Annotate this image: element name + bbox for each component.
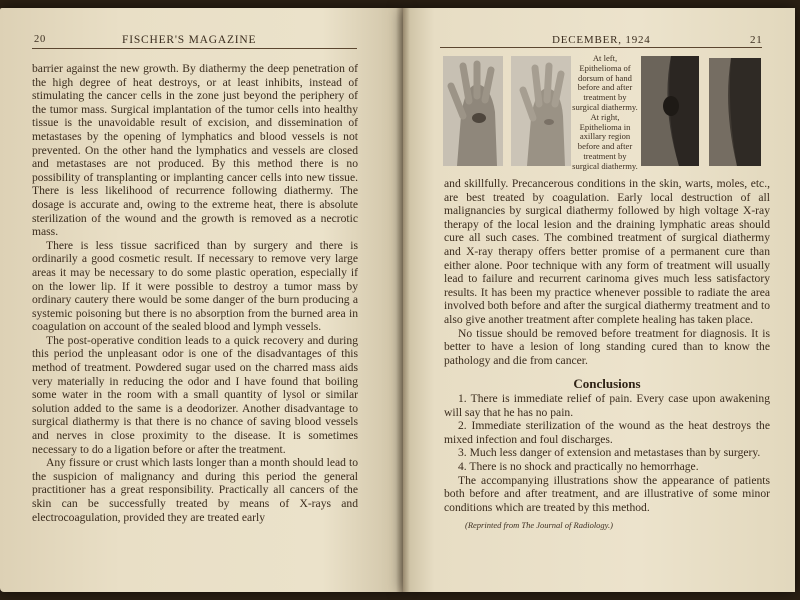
left-paragraph: Any fissure or crust which lasts longer than a month should lead to the suspicion of malignancy and during this period the general practitioner has a great responsibility. Practically all cancers of the skin can be successfully treated by means of X-rays and electrocoagulation, provided they are treated early <box>32 456 358 524</box>
conclusion-item: 4. There is no shock and practically no hemorrhage. <box>458 459 699 473</box>
conclusions-list <box>444 392 770 514</box>
hand-after-photo <box>511 56 571 166</box>
axilla-after-photo <box>709 58 761 166</box>
right-page-number: 21 <box>750 34 763 46</box>
conclusion-item: 1. There is immediate relief of pain. Every case upon awakening will say that he has no pain. <box>444 392 770 419</box>
right-running-head: DECEMBER, 1924 <box>552 34 651 46</box>
hand-before-photo <box>443 56 503 166</box>
conclusion-item: 2. Immediate sterilization of the wound as the heat destroys the mixed infection and foul discharges. <box>444 419 770 446</box>
right-header-rule <box>440 47 762 48</box>
left-page-number: 20 <box>34 34 47 45</box>
photo-caption: At left, Epithelioma of dorsum of hand before and after treatment by surgical diathermy. At right, Epithelioma in axillary region before and after treatment by surgical diathermy. <box>572 53 638 171</box>
left-body-text <box>32 62 358 524</box>
conclusions-heading: Conclusions <box>573 376 641 391</box>
left-paragraph: There is less tissue sacrificed than by surgery and there is ordinarily a good cosmetic result. If necessary to remove very large areas it may be necessary to do some plastic operation, especially if on the lower lip. If it were possible to destroy a tumor mass by ordinary cautery there would be some danger of the burn producing a systemic poisoning but there is no absorption from the burned area in coagulation on account of the sealed blood and lymph vessels. <box>32 238 358 334</box>
right-body-text <box>444 177 770 367</box>
reprint-credit: (Reprinted from The Journal of Radiology.) <box>465 520 613 530</box>
right-paragraph: and skillfully. Precancerous conditions in the skin, warts, moles, etc., are best treated by coagulation. Early local destruction of all malignancies by surgical diathermy followed by high voltage X-ray therapy of the local lesion and the draining lymphatic areas should cure all such cases. The combined treatment of surgical diathermy and X-ray therapy offers better promise of a permanent cure than either alone. Poor technique with any form of treatment will usually lead to failure and recurrent carinoma gives much less satisfactory results. It has been my practice whenever possible to radiate the area involved both before and after the surgical diathermy treatment and to also give another treatment after complete healing has taken place. <box>444 177 770 326</box>
conclusion-item: 3. Much less danger of extension and metastases than by surgery. <box>458 446 761 460</box>
left-running-head: FISCHER'S MAGAZINE <box>122 34 257 46</box>
left-paragraph: The post-operative condition leads to a quick recovery and during this period the unpleasant odor is one of the disadvantages of this method of treatment. Powdered sugar used on the charred mass aids very materially in reducing the odor and I have found that boiling some water in the room with a small quantity of lysol or similar solution added to the same is a deodorizer. Another disadvantage to surgical diathermy is that there is no chance of saving blood vessels and nerves in close proximity to the disease. It is sometimes necessary to do a ligation before or after the treatment. <box>32 333 358 456</box>
axilla-before-photo <box>641 56 699 166</box>
book-gutter <box>396 8 410 592</box>
left-header-rule <box>32 48 357 49</box>
closing-paragraph: The accompanying illustrations show the appearance of patients both before and after treatment, and are illustrative of some minor conditions which are treated by this method. <box>444 473 770 514</box>
left-paragraph: barrier against the new growth. By diathermy the deep penetration of the high degree of heat destroys, or at least inhibits, instead of stimulating the cancer cells in the zone just beyond the periphery of the tumor mass. Surgical implantation of the tumor cells into healthy tissue is the unavoidable result of excision, and dissemination of metastases by the opening of lymphatics and blood vessels is not prevented. On the other hand the lymphatics and vessels are closed and metastases are not produced. By this method there is no possibility of transplanting or implanting cancer cells into new tissue. There is less likelihood of recurrence following diathermy. The dosage is accurate and, owing to the extreme heat, there is absolute sterilization of the wound and the growth is removed as a necrotic mass. <box>32 62 358 239</box>
right-paragraph: No tissue should be removed before treatment for diagnosis. It is better to have a lesion of long standing cured than to know the pathology and die from cancer. <box>444 326 770 367</box>
